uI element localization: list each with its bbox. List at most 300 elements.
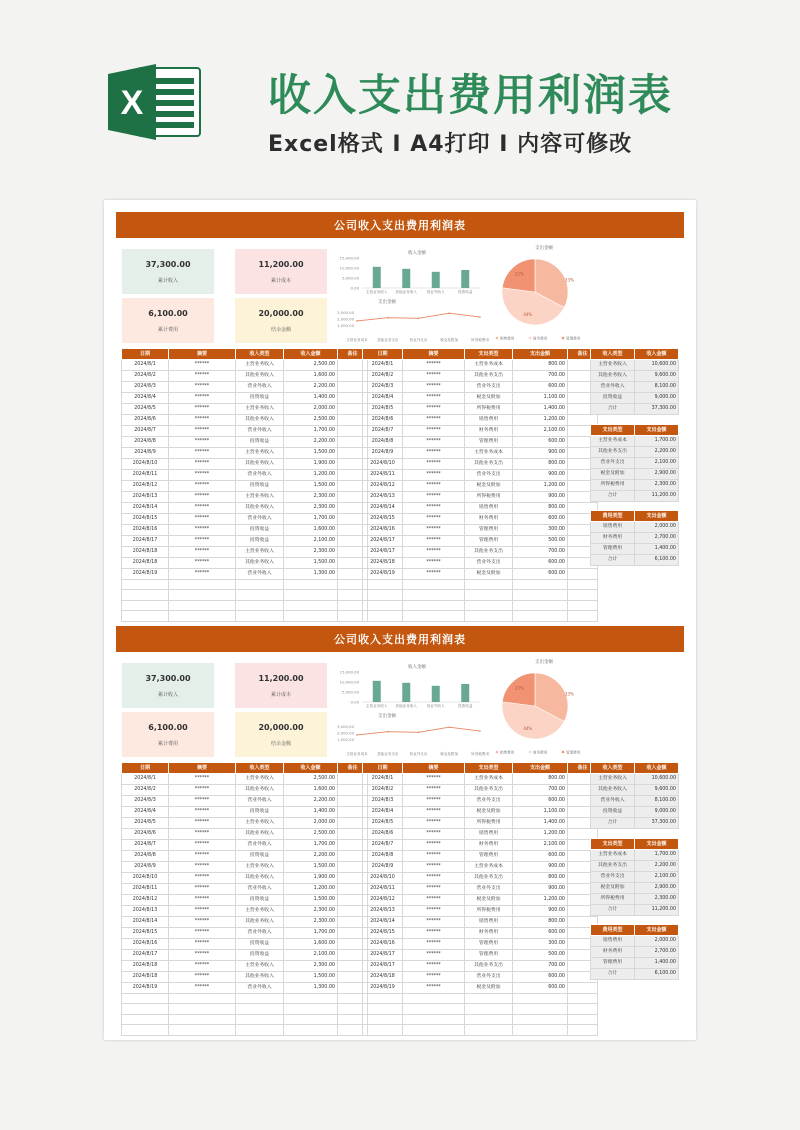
table-cell[interactable]: ****** xyxy=(403,426,465,437)
table-cell[interactable]: 2024/8/6 xyxy=(122,829,169,840)
table-cell[interactable]: 2024/8/17 xyxy=(363,547,403,558)
table-cell[interactable]: 其他业务收入 xyxy=(591,371,635,382)
table-cell[interactable]: ****** xyxy=(403,470,465,481)
table-cell[interactable]: 6,100.00 xyxy=(635,555,679,566)
table-cell[interactable]: 700.00 xyxy=(513,371,568,382)
table-cell[interactable]: ****** xyxy=(169,862,236,873)
table-cell[interactable]: 9,600.00 xyxy=(635,371,679,382)
table-cell[interactable]: 2,300.00 xyxy=(284,503,338,514)
table-cell[interactable]: 投资收益 xyxy=(236,939,284,950)
table-cell[interactable]: 11,200.00 xyxy=(635,905,679,916)
table-cell[interactable]: ****** xyxy=(169,972,236,983)
table-cell[interactable]: 税金及附加 xyxy=(465,807,513,818)
table-cell[interactable]: ****** xyxy=(169,917,236,928)
table-cell[interactable]: ****** xyxy=(169,895,236,906)
table-cell[interactable]: 税金及附加 xyxy=(465,983,513,994)
table-cell[interactable]: 2024/8/18 xyxy=(363,558,403,569)
table-cell[interactable]: ****** xyxy=(169,807,236,818)
table-cell[interactable]: ****** xyxy=(403,785,465,796)
table-cell[interactable]: 1,900.00 xyxy=(284,873,338,884)
table-cell[interactable]: 其他业务支出 xyxy=(465,961,513,972)
table-cell[interactable]: 1,500.00 xyxy=(284,862,338,873)
table-cell[interactable]: 其他业务支出 xyxy=(465,785,513,796)
table-cell[interactable]: 8,100.00 xyxy=(635,796,679,807)
table-cell[interactable]: 2024/8/2 xyxy=(363,371,403,382)
table-cell[interactable]: ****** xyxy=(403,558,465,569)
table-cell[interactable]: 1,600.00 xyxy=(284,525,338,536)
table-cell[interactable]: 1,400.00 xyxy=(635,958,679,969)
table-cell[interactable]: ****** xyxy=(169,470,236,481)
table-cell[interactable] xyxy=(169,994,236,1004)
table-cell[interactable]: ****** xyxy=(403,862,465,873)
table-cell[interactable]: 2024/8/18 xyxy=(363,972,403,983)
table-cell[interactable] xyxy=(169,1004,236,1014)
table-cell[interactable]: 2024/8/14 xyxy=(122,503,169,514)
table-cell[interactable]: 所得税费用 xyxy=(465,818,513,829)
table-cell[interactable]: 2024/8/1 xyxy=(122,360,169,371)
table-cell[interactable]: 2024/8/7 xyxy=(122,840,169,851)
table-cell[interactable]: 2024/8/6 xyxy=(122,415,169,426)
table-cell[interactable]: 1,500.00 xyxy=(284,972,338,983)
table-cell[interactable]: 营业外收入 xyxy=(236,569,284,580)
table-cell[interactable]: 300.00 xyxy=(513,939,568,950)
table-cell[interactable] xyxy=(568,994,598,1004)
table-cell[interactable]: 其他业务收入 xyxy=(236,459,284,470)
table-cell[interactable]: 2024/8/12 xyxy=(122,895,169,906)
table-cell[interactable] xyxy=(568,600,598,610)
table-cell[interactable]: 2024/8/14 xyxy=(363,503,403,514)
table-cell[interactable]: 1,500.00 xyxy=(284,481,338,492)
table-cell[interactable]: 1,100.00 xyxy=(513,807,568,818)
table-cell[interactable]: 财务费用 xyxy=(591,947,635,958)
table-cell[interactable]: 2024/8/12 xyxy=(363,481,403,492)
table-cell[interactable]: 主营业务收入 xyxy=(236,818,284,829)
table-cell[interactable]: 1,100.00 xyxy=(513,393,568,404)
table-cell[interactable]: 主营业务收入 xyxy=(591,774,635,785)
table-cell[interactable]: ****** xyxy=(169,536,236,547)
table-cell[interactable]: ****** xyxy=(403,906,465,917)
table-cell[interactable]: ****** xyxy=(403,939,465,950)
table-cell[interactable] xyxy=(236,600,284,610)
table-cell[interactable]: ****** xyxy=(169,939,236,950)
table-cell[interactable]: 营业外支出 xyxy=(465,470,513,481)
table-cell[interactable] xyxy=(363,1025,403,1035)
table-cell[interactable]: ****** xyxy=(403,950,465,961)
table-cell[interactable]: ****** xyxy=(403,851,465,862)
table-cell[interactable]: 1,400.00 xyxy=(284,393,338,404)
table-cell[interactable]: ****** xyxy=(403,928,465,939)
table-cell[interactable] xyxy=(403,590,465,600)
table-cell[interactable]: 2,900.00 xyxy=(635,469,679,480)
table-cell[interactable]: 销售费用 xyxy=(465,503,513,514)
table-cell[interactable]: 2024/8/4 xyxy=(363,393,403,404)
table-cell[interactable]: ****** xyxy=(169,514,236,525)
table-cell[interactable]: 1,200.00 xyxy=(513,415,568,426)
table-cell[interactable]: 2024/8/18 xyxy=(122,547,169,558)
table-cell[interactable]: 1,600.00 xyxy=(284,785,338,796)
table-cell[interactable]: ****** xyxy=(403,884,465,895)
table-cell[interactable]: 2024/8/2 xyxy=(122,785,169,796)
table-cell[interactable]: 700.00 xyxy=(513,785,568,796)
table-cell[interactable] xyxy=(568,590,598,600)
table-cell[interactable]: 900.00 xyxy=(513,448,568,459)
table-cell[interactable] xyxy=(568,569,598,580)
table-cell[interactable]: 投资收益 xyxy=(236,895,284,906)
table-cell[interactable]: ****** xyxy=(403,525,465,536)
table-cell[interactable]: 所得税费用 xyxy=(591,894,635,905)
table-cell[interactable]: 2024/8/17 xyxy=(363,536,403,547)
table-cell[interactable]: ****** xyxy=(169,961,236,972)
table-cell[interactable]: 9,600.00 xyxy=(635,785,679,796)
table-cell[interactable]: 600.00 xyxy=(513,569,568,580)
table-cell[interactable] xyxy=(465,1014,513,1024)
table-cell[interactable]: 1,400.00 xyxy=(284,807,338,818)
table-cell[interactable]: 2,000.00 xyxy=(284,404,338,415)
table-cell[interactable]: 1,200.00 xyxy=(284,884,338,895)
table-cell[interactable]: ****** xyxy=(403,503,465,514)
table-cell[interactable]: 其他业务收入 xyxy=(236,503,284,514)
table-cell[interactable]: ****** xyxy=(169,851,236,862)
table-cell[interactable]: ****** xyxy=(403,448,465,459)
table-cell[interactable]: 投资收益 xyxy=(236,807,284,818)
table-cell[interactable]: 2024/8/7 xyxy=(363,426,403,437)
table-cell[interactable]: ****** xyxy=(169,492,236,503)
table-cell[interactable]: 2024/8/19 xyxy=(122,569,169,580)
table-cell[interactable]: 2024/8/1 xyxy=(363,774,403,785)
table-cell[interactable]: 1,700.00 xyxy=(635,436,679,447)
table-cell[interactable]: 2,200.00 xyxy=(284,437,338,448)
table-cell[interactable]: 600.00 xyxy=(513,851,568,862)
table-cell[interactable]: 合计 xyxy=(591,491,635,502)
table-cell[interactable]: 2024/8/12 xyxy=(363,895,403,906)
table-cell[interactable] xyxy=(236,1004,284,1014)
table-cell[interactable]: 管理费用 xyxy=(465,525,513,536)
table-cell[interactable]: 2024/8/11 xyxy=(122,470,169,481)
table-cell[interactable]: 税金及附加 xyxy=(465,393,513,404)
table-cell[interactable]: 2,000.00 xyxy=(635,522,679,533)
table-cell[interactable]: 其他业务收入 xyxy=(591,785,635,796)
table-cell[interactable]: ****** xyxy=(169,928,236,939)
table-cell[interactable]: 营业外收入 xyxy=(236,514,284,525)
table-cell[interactable]: 2024/8/4 xyxy=(122,807,169,818)
table-cell[interactable]: 2024/8/3 xyxy=(122,796,169,807)
table-cell[interactable]: 营业外收入 xyxy=(236,796,284,807)
table-cell[interactable]: 其他业务支出 xyxy=(591,861,635,872)
table-cell[interactable]: 财务费用 xyxy=(465,426,513,437)
table-cell[interactable]: 管理费用 xyxy=(591,544,635,555)
table-cell[interactable]: ****** xyxy=(169,426,236,437)
table-cell[interactable]: 1,300.00 xyxy=(284,983,338,994)
table-cell[interactable]: 10,600.00 xyxy=(635,360,679,371)
table-cell[interactable]: 2024/8/11 xyxy=(122,884,169,895)
table-cell[interactable]: 1,700.00 xyxy=(284,426,338,437)
table-cell[interactable]: 2024/8/18 xyxy=(122,558,169,569)
table-cell[interactable]: ****** xyxy=(169,785,236,796)
table-cell[interactable]: 主营业务收入 xyxy=(236,448,284,459)
table-cell[interactable]: 2024/8/16 xyxy=(122,525,169,536)
table-cell[interactable]: 2,100.00 xyxy=(284,536,338,547)
table-cell[interactable]: 营业外支出 xyxy=(465,382,513,393)
table-cell[interactable] xyxy=(122,1025,169,1035)
table-cell[interactable]: 财务费用 xyxy=(465,514,513,525)
table-cell[interactable] xyxy=(363,590,403,600)
table-cell[interactable]: 600.00 xyxy=(513,928,568,939)
table-cell[interactable]: 2024/8/17 xyxy=(363,950,403,961)
table-cell[interactable]: 2024/8/17 xyxy=(122,950,169,961)
table-cell[interactable]: 营业外收入 xyxy=(236,426,284,437)
table-cell[interactable]: 1,400.00 xyxy=(513,404,568,415)
table-cell[interactable]: 1,700.00 xyxy=(284,514,338,525)
table-cell[interactable]: 2,700.00 xyxy=(635,533,679,544)
table-cell[interactable] xyxy=(568,983,598,994)
table-cell[interactable]: ****** xyxy=(169,448,236,459)
table-cell[interactable] xyxy=(236,1025,284,1035)
table-cell[interactable] xyxy=(284,580,338,590)
table-cell[interactable]: ****** xyxy=(403,360,465,371)
table-cell[interactable]: ****** xyxy=(169,950,236,961)
table-cell[interactable]: ****** xyxy=(169,558,236,569)
table-cell[interactable] xyxy=(568,1025,598,1035)
table-cell[interactable]: 800.00 xyxy=(513,459,568,470)
table-cell[interactable]: ****** xyxy=(169,415,236,426)
table-cell[interactable]: 合计 xyxy=(591,555,635,566)
table-cell[interactable]: ****** xyxy=(169,547,236,558)
table-cell[interactable]: 税金及附加 xyxy=(591,883,635,894)
table-cell[interactable]: 营业外收入 xyxy=(591,382,635,393)
table-cell[interactable]: 主营业务成本 xyxy=(465,360,513,371)
table-cell[interactable]: ****** xyxy=(169,404,236,415)
table-cell[interactable]: 2024/8/18 xyxy=(122,961,169,972)
table-cell[interactable]: 管理费用 xyxy=(465,939,513,950)
table-cell[interactable]: 投资收益 xyxy=(236,437,284,448)
table-cell[interactable]: 2024/8/18 xyxy=(122,972,169,983)
table-cell[interactable]: 2,300.00 xyxy=(284,961,338,972)
table-cell[interactable]: 11,200.00 xyxy=(635,491,679,502)
table-cell[interactable]: 2024/8/9 xyxy=(363,862,403,873)
table-cell[interactable]: 管理费用 xyxy=(465,536,513,547)
table-cell[interactable]: ****** xyxy=(403,371,465,382)
table-cell[interactable]: 900.00 xyxy=(513,492,568,503)
table-cell[interactable]: 2024/8/17 xyxy=(122,536,169,547)
table-cell[interactable]: 投资收益 xyxy=(236,525,284,536)
table-cell[interactable]: 所得税费用 xyxy=(591,480,635,491)
table-cell[interactable]: 主营业务收入 xyxy=(236,492,284,503)
table-cell[interactable]: 1,500.00 xyxy=(284,448,338,459)
table-cell[interactable]: 2024/8/14 xyxy=(122,917,169,928)
table-cell[interactable]: 2024/8/16 xyxy=(122,939,169,950)
table-cell[interactable]: 600.00 xyxy=(513,983,568,994)
table-cell[interactable]: 1,300.00 xyxy=(284,569,338,580)
table-cell[interactable]: ****** xyxy=(403,481,465,492)
table-cell[interactable]: 2024/8/8 xyxy=(363,437,403,448)
table-cell[interactable] xyxy=(568,1014,598,1024)
table-cell[interactable]: 2,500.00 xyxy=(284,774,338,785)
table-cell[interactable]: ****** xyxy=(403,840,465,851)
table-cell[interactable]: 900.00 xyxy=(513,862,568,873)
table-cell[interactable]: 2024/8/8 xyxy=(363,851,403,862)
table-cell[interactable]: 主营业务收入 xyxy=(236,404,284,415)
table-cell[interactable] xyxy=(465,1025,513,1035)
table-cell[interactable]: 投资收益 xyxy=(236,950,284,961)
table-cell[interactable]: 合计 xyxy=(591,905,635,916)
table-cell[interactable]: 900.00 xyxy=(513,906,568,917)
table-cell[interactable] xyxy=(122,994,169,1004)
table-cell[interactable] xyxy=(236,580,284,590)
table-cell[interactable]: 6,100.00 xyxy=(635,969,679,980)
table-cell[interactable]: 其他业务支出 xyxy=(465,459,513,470)
table-cell[interactable]: 主营业务成本 xyxy=(465,448,513,459)
table-cell[interactable]: 其他业务支出 xyxy=(465,371,513,382)
table-cell[interactable]: ****** xyxy=(403,393,465,404)
table-cell[interactable]: 900.00 xyxy=(513,884,568,895)
table-cell[interactable]: 800.00 xyxy=(513,917,568,928)
table-cell[interactable]: 2024/8/13 xyxy=(122,906,169,917)
table-cell[interactable] xyxy=(513,994,568,1004)
table-cell[interactable]: 600.00 xyxy=(513,514,568,525)
table-cell[interactable]: ****** xyxy=(403,415,465,426)
table-cell[interactable]: 其他业务支出 xyxy=(465,547,513,558)
table-cell[interactable]: ****** xyxy=(169,884,236,895)
table-cell[interactable]: 其他业务收入 xyxy=(236,917,284,928)
table-cell[interactable]: 2024/8/5 xyxy=(363,404,403,415)
table-cell[interactable] xyxy=(236,1014,284,1024)
table-cell[interactable]: ****** xyxy=(403,547,465,558)
table-cell[interactable]: ****** xyxy=(403,895,465,906)
table-cell[interactable]: 900.00 xyxy=(513,470,568,481)
table-cell[interactable]: 2,300.00 xyxy=(284,492,338,503)
table-cell[interactable]: 800.00 xyxy=(513,360,568,371)
table-cell[interactable]: 2024/8/3 xyxy=(363,796,403,807)
table-cell[interactable]: 营业外收入 xyxy=(236,928,284,939)
table-cell[interactable]: 2024/8/15 xyxy=(363,514,403,525)
table-cell[interactable]: ****** xyxy=(169,360,236,371)
table-cell[interactable]: 营业外收入 xyxy=(236,983,284,994)
table-cell[interactable] xyxy=(363,580,403,590)
table-cell[interactable]: ****** xyxy=(403,829,465,840)
table-cell[interactable]: 2,200.00 xyxy=(284,382,338,393)
table-cell[interactable]: ****** xyxy=(169,796,236,807)
table-cell[interactable]: 2024/8/9 xyxy=(363,448,403,459)
table-cell[interactable]: ****** xyxy=(169,774,236,785)
table-cell[interactable] xyxy=(363,600,403,610)
table-cell[interactable]: 2024/8/5 xyxy=(122,404,169,415)
table-cell[interactable] xyxy=(465,590,513,600)
table-cell[interactable]: ****** xyxy=(403,972,465,983)
table-cell[interactable] xyxy=(284,590,338,600)
table-cell[interactable]: 600.00 xyxy=(513,382,568,393)
table-cell[interactable]: 2024/8/1 xyxy=(363,360,403,371)
table-cell[interactable]: 营业外收入 xyxy=(591,796,635,807)
table-cell[interactable]: ****** xyxy=(169,393,236,404)
table-cell[interactable]: ****** xyxy=(169,481,236,492)
table-cell[interactable]: 2024/8/19 xyxy=(122,983,169,994)
table-cell[interactable]: 9,000.00 xyxy=(635,807,679,818)
table-cell[interactable]: 800.00 xyxy=(513,774,568,785)
table-cell[interactable]: 2024/8/8 xyxy=(122,437,169,448)
table-cell[interactable]: 营业外收入 xyxy=(236,470,284,481)
table-cell[interactable]: ****** xyxy=(169,818,236,829)
table-cell[interactable] xyxy=(513,1014,568,1024)
table-cell[interactable]: 2,500.00 xyxy=(284,360,338,371)
table-cell[interactable]: 500.00 xyxy=(513,536,568,547)
table-cell[interactable] xyxy=(513,1004,568,1014)
table-cell[interactable]: 2024/8/15 xyxy=(122,514,169,525)
table-cell[interactable]: ****** xyxy=(169,906,236,917)
table-cell[interactable]: 10,600.00 xyxy=(635,774,679,785)
table-cell[interactable]: 2024/8/10 xyxy=(122,459,169,470)
table-cell[interactable]: 管理费用 xyxy=(591,958,635,969)
table-cell[interactable]: ****** xyxy=(403,569,465,580)
table-cell[interactable]: 2,700.00 xyxy=(635,947,679,958)
table-cell[interactable]: 1,700.00 xyxy=(635,850,679,861)
table-cell[interactable] xyxy=(403,1025,465,1035)
table-cell[interactable]: 2,300.00 xyxy=(635,480,679,491)
table-cell[interactable]: 合计 xyxy=(591,404,635,415)
table-cell[interactable]: ****** xyxy=(403,983,465,994)
table-cell[interactable]: 其他业务支出 xyxy=(465,873,513,884)
table-cell[interactable]: ****** xyxy=(403,459,465,470)
table-cell[interactable]: 主营业务收入 xyxy=(236,774,284,785)
table-cell[interactable]: 税金及附加 xyxy=(465,569,513,580)
table-cell[interactable]: 主营业务收入 xyxy=(236,906,284,917)
table-cell[interactable]: 2024/8/1 xyxy=(122,774,169,785)
table-cell[interactable]: 营业外支出 xyxy=(591,458,635,469)
table-cell[interactable] xyxy=(513,580,568,590)
table-cell[interactable]: 其他业务收入 xyxy=(236,558,284,569)
table-cell[interactable] xyxy=(513,1025,568,1035)
table-cell[interactable]: 2024/8/9 xyxy=(122,862,169,873)
table-cell[interactable]: 300.00 xyxy=(513,525,568,536)
table-cell[interactable] xyxy=(403,580,465,590)
table-cell[interactable]: ****** xyxy=(403,961,465,972)
table-cell[interactable]: 1,400.00 xyxy=(635,544,679,555)
table-cell[interactable]: 600.00 xyxy=(513,558,568,569)
table-cell[interactable]: 1,200.00 xyxy=(513,829,568,840)
table-cell[interactable]: 主营业务收入 xyxy=(591,360,635,371)
table-cell[interactable]: 2,100.00 xyxy=(513,840,568,851)
table-cell[interactable] xyxy=(465,600,513,610)
table-cell[interactable]: ****** xyxy=(403,917,465,928)
table-cell[interactable]: ****** xyxy=(169,382,236,393)
table-cell[interactable]: ****** xyxy=(169,459,236,470)
table-cell[interactable]: ****** xyxy=(403,382,465,393)
table-cell[interactable]: 2024/8/16 xyxy=(363,939,403,950)
table-cell[interactable]: 8,100.00 xyxy=(635,382,679,393)
table-cell[interactable] xyxy=(236,590,284,600)
table-cell[interactable] xyxy=(169,600,236,610)
table-cell[interactable]: 投资收益 xyxy=(236,481,284,492)
table-cell[interactable]: 2024/8/7 xyxy=(122,426,169,437)
table-cell[interactable]: 营业外收入 xyxy=(236,840,284,851)
table-cell[interactable]: 所得税费用 xyxy=(465,492,513,503)
table-cell[interactable]: 2024/8/19 xyxy=(363,569,403,580)
table-cell[interactable]: 所得税费用 xyxy=(465,404,513,415)
table-cell[interactable]: 2024/8/15 xyxy=(122,928,169,939)
table-cell[interactable]: ****** xyxy=(169,525,236,536)
table-cell[interactable]: 营业外收入 xyxy=(236,884,284,895)
table-cell[interactable] xyxy=(403,600,465,610)
table-cell[interactable]: 管理费用 xyxy=(465,950,513,961)
table-cell[interactable]: 2024/8/5 xyxy=(122,818,169,829)
table-cell[interactable]: 500.00 xyxy=(513,950,568,961)
table-cell[interactable]: 2024/8/4 xyxy=(122,393,169,404)
table-cell[interactable]: ****** xyxy=(403,818,465,829)
table-cell[interactable] xyxy=(122,590,169,600)
table-cell[interactable]: ****** xyxy=(403,492,465,503)
table-cell[interactable]: 800.00 xyxy=(513,503,568,514)
table-cell[interactable]: 2024/8/6 xyxy=(363,415,403,426)
table-cell[interactable] xyxy=(169,580,236,590)
